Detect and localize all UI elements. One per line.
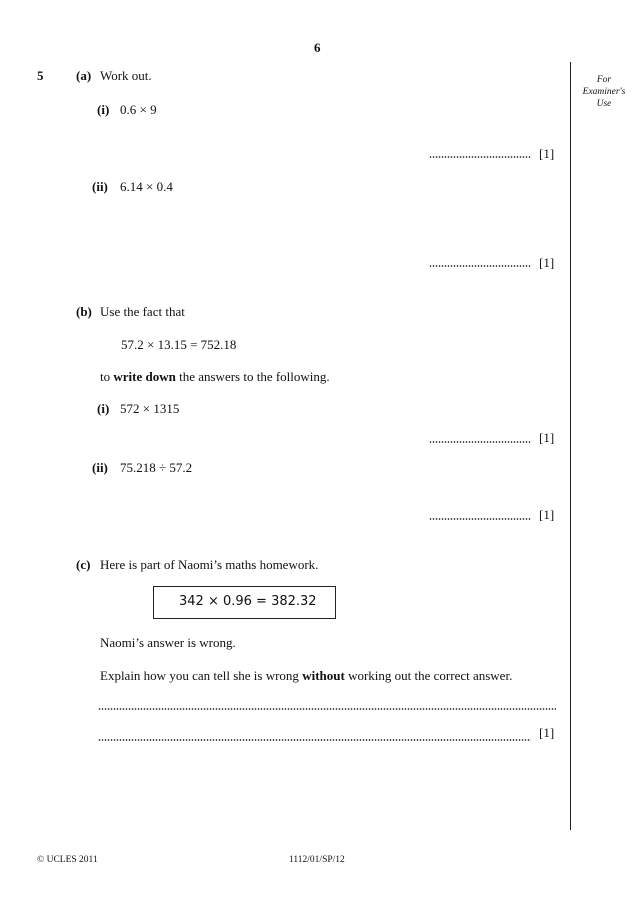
answer-line-a-ii[interactable] [429,265,531,267]
part-b-instruction-post: the answers to the following. [175,369,330,384]
footer-code: 1112/01/SP/12 [289,855,345,865]
part-b-ii-expression: 75.218 ÷ 57.2 [120,460,193,475]
answer-line-b-i[interactable] [429,441,531,443]
answer-line-b-ii[interactable] [429,518,531,520]
part-b-instruction [100,369,330,385]
mark-a-i: [1] [539,146,555,161]
mark-a-ii: [1] [539,255,555,270]
footer-copyright: © UCLES 2011 [37,855,98,865]
part-a-ii-label: (ii) [92,179,108,194]
part-b-instruction-pre: to [100,369,114,384]
answer-line-a-i[interactable] [429,156,531,158]
part-b-fact: 57.2 × 13.15 = 752.18 [121,337,237,352]
part-b-intro: Use the fact that [100,304,185,319]
examiner-use-label [576,74,632,110]
part-c-instruction [100,668,512,684]
part-a-ii-expression: 6.14 × 0.4 [120,179,173,194]
part-b-i-expression: 572 × 1315 [120,401,180,416]
examiner-label-line1: For [596,75,612,85]
homework-text: 342 × 0.96 = 382.32 [179,594,317,609]
part-a-label: (a) [76,68,92,83]
mark-b-i: [1] [539,430,555,445]
examiner-label-line3: Use [596,99,612,109]
explanation-line-1[interactable] [98,708,556,710]
part-a-instruction: Work out. [100,68,152,83]
part-b-label: (b) [76,304,92,319]
mark-c: [1] [539,725,555,740]
part-b-i-label: (i) [97,401,110,416]
part-c-label: (c) [76,557,91,572]
examiner-margin-rule [570,62,571,830]
part-b-ii-label: (ii) [92,460,108,475]
part-b-instruction-bold: write down [113,369,176,384]
part-c-instruction-bold: without [302,668,345,683]
part-c-intro: Here is part of Naomi’s maths homework. [100,557,319,572]
part-a-i-expression: 0.6 × 9 [120,102,157,117]
mark-b-ii: [1] [539,507,555,522]
page-number: 6 [314,40,321,55]
part-c-instruction-post: working out the correct answer. [344,668,513,683]
explanation-line-2[interactable] [98,739,531,741]
part-a-i-label: (i) [97,102,110,117]
part-c-instruction-pre: Explain how you can tell she is wrong [100,668,303,683]
question-number: 5 [37,68,44,83]
part-c-statement: Naomi’s answer is wrong. [100,635,236,650]
examiner-label-line2: Examiner's [582,87,626,97]
